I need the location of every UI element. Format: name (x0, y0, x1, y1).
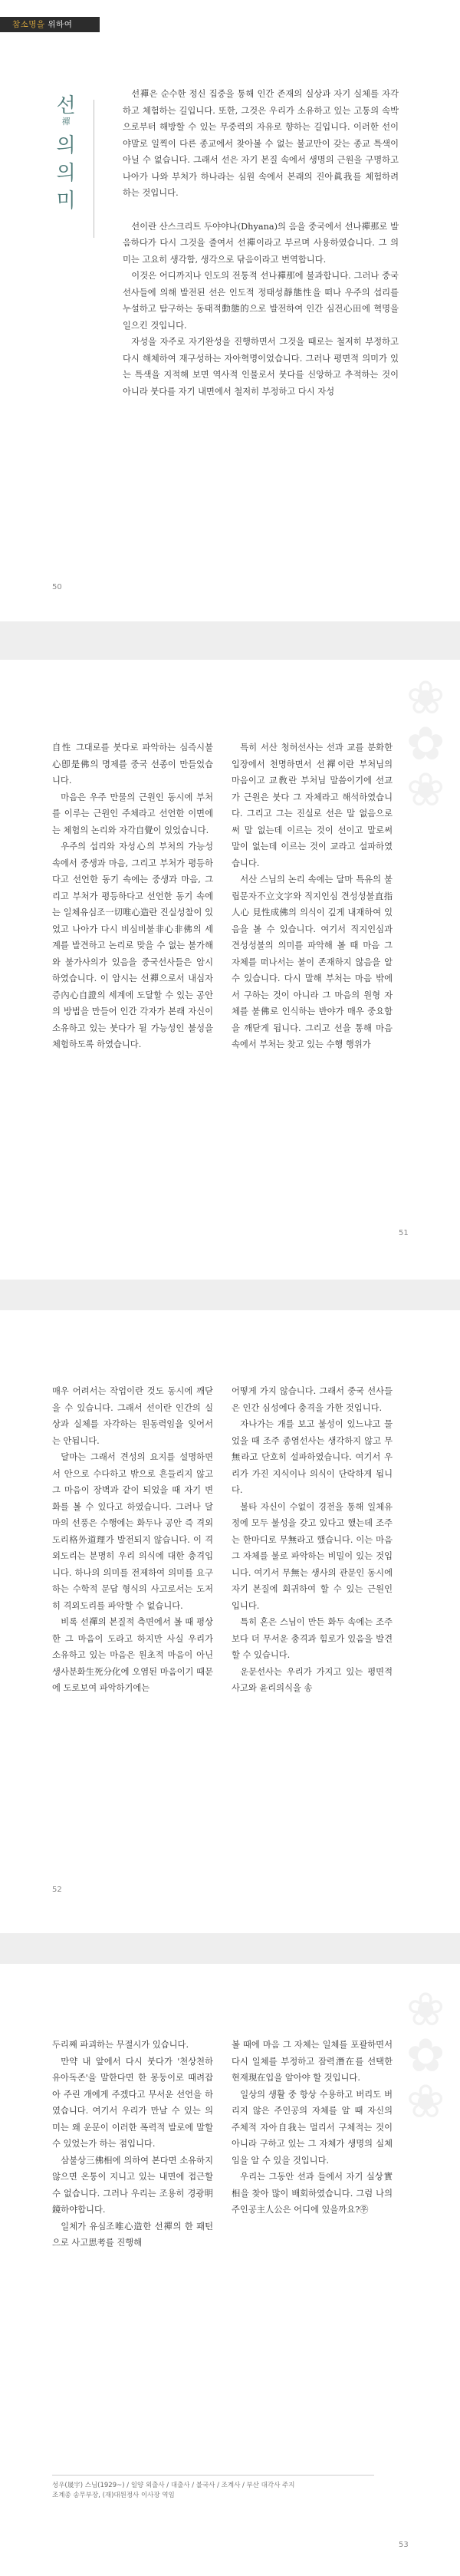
paragraph: 어떻게 가지 않습니다. 그래서 중국 선사들은 인간 심성에다 충격을 가한 것입니다. (232, 1386, 393, 1413)
page-number: 53 (399, 2541, 409, 2549)
paragraph: 이것은 어디까지나 인도의 전통적 선나禪那에 불과합니다. 그러나 중국선사들에 의해 발전된 선은 인도적 정태성靜態性을 떠나 우주의 섭리를 누설하고 탐구하는 동태적動態的으로 발전하여 인간 심전心田에 혁명을 일으킨 것입니다. (123, 271, 399, 331)
title-hanja: 禪 (61, 117, 71, 127)
page-number: 52 (52, 1886, 62, 1894)
right-column (232, 2037, 393, 2219)
decorative-pattern: ❀ ✿ ❀ (406, 1983, 445, 2129)
paragraph: 비록 선禪의 본질적 측면에서 볼 때 평상한 그 마음이 도라고 하지만 사실 우리가 소유하고 있는 마음은 원초적 마음이 아닌 생사분화生死分化에 오염된 마음이기 때문에 도로보여 파악하기에는 (52, 1617, 213, 1693)
paragraph: 우주의 섭리와 자성心의 부처의 가능성 속에서 중생과 마음, 그리고 부처가 평등하다고 선언한 동기 속에는 중생과 마음, 그리고 부처가 평등하다고 선언한 동기 속에는 일체유심조一切唯心造란 진실성찰이 있었고 나아가 다시 비심비불非心非佛의 세계를 발견하고 논리로 맞을 수 없는 불가해와 불가사의가 있음을 중국선사들은 암시하였습니다. 이 암시는 선禪으로서 내심자증內心自證의 세계에 도달할 수 있는 공안의 방법을 만들어 인간 각자가 본래 자신이 소유하고 있는 붓다가 될 가능성인 불성을 체험하도록 하였습니다. (52, 842, 213, 1049)
paragraph: 선이란 산스크리트 두야야나(Dhyana)의 음을 중국에서 선나禪那로 발음하다가 다시 그것을 줄여서 선禪이라고 부르며 사용하였습니다. 그 의미는 고요히 생각함, 생각으로 닦음이라고 번역합니다. (123, 221, 399, 265)
page-gap (0, 1280, 460, 1310)
page-53 (0, 1964, 460, 2576)
paragraph: 삼불상三佛相에 의하여 본다면 소유하지 않으면 온통이 지니고 있는 내면에 접근할 수 없습니다. 그러나 우리는 조용히 경광明鏡하야합니다. (52, 2155, 213, 2215)
paragraph: 특히 서산 청허선사는 선과 교를 분화한 입장에서 천명하면서 선禪이란 부처님의 마음이고 교敎란 부처님 말씀이기에 선교가 근원은 붓다 그 자체라고 해석하였습니다. 그리고 그는 진실로 선은 말 없음으로써 말 없는데 이르는 것이 선이고 말로써 말이 없는데 이르는 것이 교라고 설파하였습니다. (232, 743, 393, 868)
paragraph: 서산 스님의 논리 속에는 달마 특유의 불립문자不立文字와 직지인심 견성성불直指人心 見性成佛의 의식이 깊게 내재하여 있음을 볼 수 있습니다. 여기서 직지인심과 견성성불의 의미를 파악해 볼 때 마음 그 자체를 떠나서는 불이 존재하지 않음을 알 수 있습니다. 다시 말해 부처는 마음 밖에서 구하는 것이 아니라 그 마음의 원형 자체를 불佛로 인식하는 반야가 매우 중요함을 깨닫게 됩니다. 그리고 선을 통해 마음속에서 부처는 찾고 있는 수행 행위가 (232, 875, 393, 1049)
title-char-4: 미 (56, 189, 76, 212)
right-column (232, 1383, 393, 1697)
paragraph: 달마는 그래서 견성의 요지를 설명하면서 안으로 수다하고 밖으로 흔들리지 않고 그 마음이 장벽과 같이 되었을 때 자기 변화를 볼 수 있다고 하였습니다. 그러나 달마의 선풍은 수행에는 화두나 공안 즉 격외도리格外道理가 발전되지 않습니다. 이 격외도리는 분명히 우리 의식에 대한 충격입니다. 하나의 의미를 전제하여 의미를 요구하는 수학적 문답 형식의 사고로서는 도저히 격외도리를 파악할 수 없습니다. (52, 1452, 213, 1611)
title-char-1: 선 (56, 94, 76, 117)
paragraph: 운문선사는 우리가 가지고 있는 평면적 사고와 윤리의식을 송 (232, 1666, 393, 1693)
paragraph: 두리째 파괴하는 무절시가 있습니다. (52, 2040, 189, 2050)
paragraph: 마음은 우주 만물의 근원인 동시에 부처를 이루는 근원인 주체라고 선언한 이면에는 체험의 논리와 자각自覺이 있었습니다. (52, 792, 213, 835)
paragraph: 만약 내 앞에서 다시 붓다가 '천상천하 유아독존'을 말한다면 한 몽둥이로 때려잡아 주린 개에게 주겠다고 무서운 선언을 하였습니다. 여기서 우리가 만날 수 있는 의미는 왜 운문이 이러한 폭력적 발로에 말할 수 있었는가 하는 점입니다. (52, 2056, 213, 2149)
paragraph: 自性 그대로를 붓다로 파악하는 심즉시불心卽是佛의 명제를 중국 선종이 만들었습니다. (52, 743, 213, 786)
page-gap (0, 621, 460, 660)
decorative-pattern: ❀ ✿ ❀ (406, 671, 445, 817)
page-number: 50 (52, 583, 62, 591)
footer-divider (52, 2475, 374, 2476)
left-column (52, 2037, 213, 2252)
paragraph: 특히 혼은 스님이 만든 화두 속에는 조주보다 더 무서운 충격과 힘로가 있음을 발견할 수 있습니다. (232, 1617, 393, 1660)
page-gap (0, 1933, 460, 1964)
page-number: 51 (399, 1229, 409, 1237)
paragraph: 일상의 생활 중 항상 수용하고 버리도 버리지 않은 주인공의 자체를 알 때 자신의 주체적 자아自我는 멀리서 구체적는 것이 아니라 구하고 있는 그 자체가 생명의 실체임을 알 수 있을 것입니다. (232, 2089, 393, 2166)
page-50 (0, 0, 460, 621)
paragraph: 우리는 그동안 선과 들에서 자기 실상實相을 찾아 많이 배회하였습니다. 그럼 나의 주인공主人公은 어디에 있을까요?㉾ (232, 2172, 393, 2215)
paragraph: 자나가는 개를 보고 불성이 있느냐고 물었을 때 조주 종염선사는 생각하지 않고 무無라고 단호히 설파하였습니다. 여기서 우리가 가진 지식이나 의식이 단락하게 됩니다. (232, 1419, 393, 1495)
paragraph: 불타 자신이 수없이 경전을 통해 일체유정에 모두 불성을 갖고 있다고 했는데 조주는 한마디로 무無라고 했습니다. 이는 마음 그 자체를 불로 파악하는 비밀이 있는 것입니다. 여기서 무無는 생사의 관문인 동시에 자기 본질에 회귀하여 할 수 있는 근원인 입니다. (232, 1501, 393, 1611)
section-title (51, 92, 81, 215)
paragraph: 매우 어려서는 작업이란 것도 동시에 깨닫을 수 있습니다. 그래서 선이란 인간의 실상과 실체를 자각하는 원동력임을 잊어서는 안됩니다. (52, 1386, 213, 1446)
paragraph: 일체가 유심조唯心造한 선禪의 한 패턴으로 사고思考를 진행해 (52, 2221, 213, 2248)
title-char-2: 의 (56, 134, 76, 157)
left-column (52, 1383, 213, 1697)
paragraph: 선禪은 순수한 정신 집중을 통해 인간 존재의 실상과 자기 실체를 자각하고 체험하는 길입니다. 또한, 그것은 우리가 소유하고 있는 고통의 속박으로부터 해방할 수 있는 무중력의 자유로 향하는 길입니다. 이러한 선이야말로 일찍이 다른 종교에서 찾아볼 수 없는 불교만이 갖는 종교 특색이 아닐 수 없습니다. 그래서 선은 자기 본질 속에서 생명의 근원을 구명하고 나아가 나와 부처가 하나라는 심원 속에서 본래의 진아眞我를 체험하려 하는 것입니다. (123, 89, 399, 198)
title-char-3: 의 (56, 162, 76, 185)
author-note: 성우(晟宇) 스님(1929~) / 일양 외출사 / 대출사 / 불국사 / 조계사 / 부산 대각사 주지 조계종 송무부장, (재)대원정사 이사장 역임 (52, 2482, 295, 2499)
page-52 (0, 1310, 460, 1933)
left-column (52, 740, 213, 1053)
right-column (232, 740, 393, 1053)
paragraph: 볼 때에 마음 그 자체는 일체를 포괄하면서 다시 일체를 부정하고 잠력潛在를 선택한 현재現在입을 알아야 할 것입니다. (232, 2040, 393, 2083)
article-body (123, 86, 399, 400)
header-label: 참소명을 위하여 (12, 20, 73, 29)
paragraph: 자성을 자주로 자기완성을 진행하면서 그것을 때로는 철저히 부정하고 다시 해체하여 재구성하는 자아혁명이었습니다. 그러나 평면적 의미가 있는 특색을 지적해 보면 역사적 인물로서 붓다를 신앙하고 추적하는 것이 아니라 붓다를 자기 내면에서 철저히 부정하고 다시 자성 (123, 337, 399, 397)
page-51 (0, 660, 460, 1280)
